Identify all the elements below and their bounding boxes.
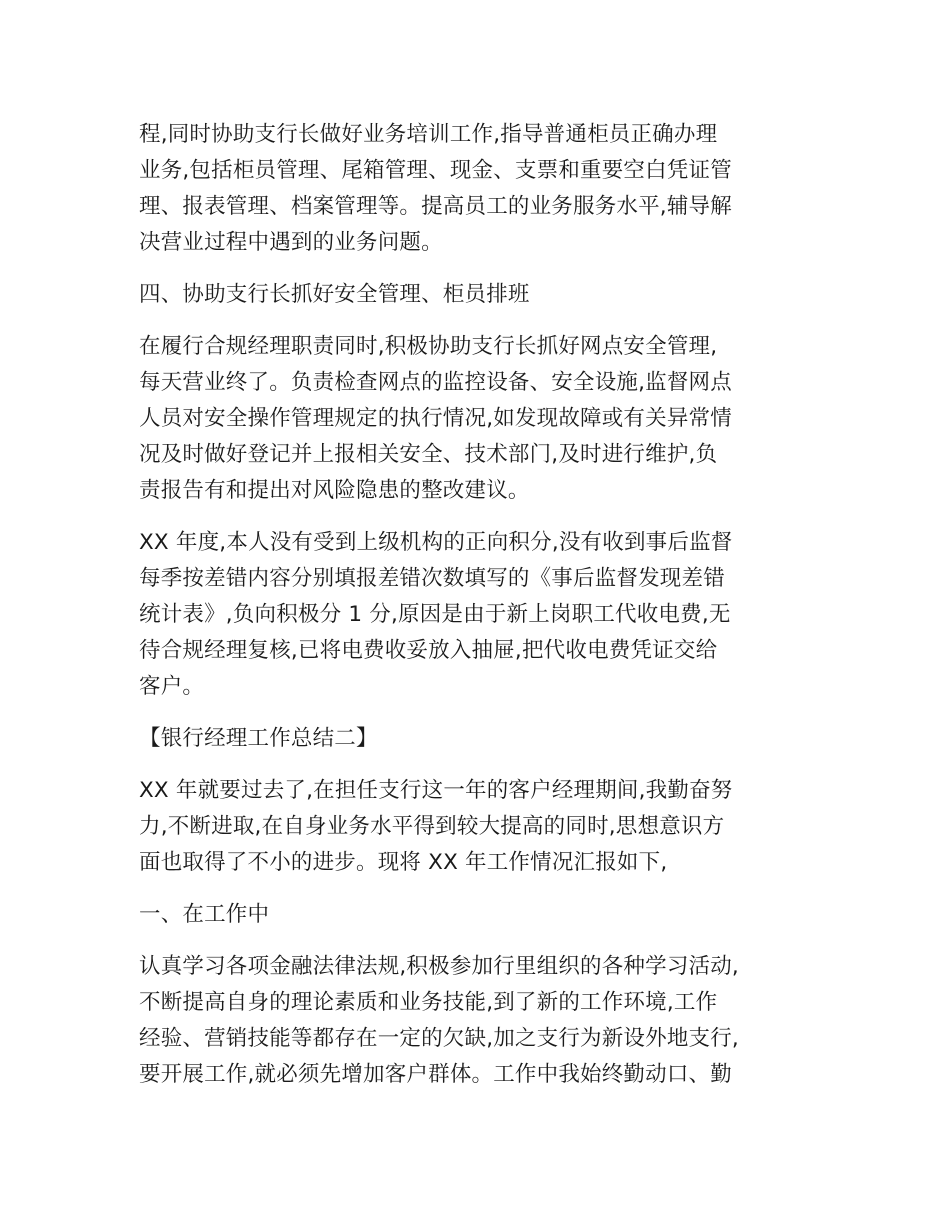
paragraph-p3 — [139, 329, 819, 509]
paragraph-line: 理、报表管理、档案管理等。提高员工的业务服务水平,辅导解 — [139, 194, 732, 219]
paragraph-line: 人员对安全操作管理规定的执行情况,如发现故障或有关异常情 — [139, 406, 732, 431]
paragraph-line: XX 年就要过去了,在担任支行这一年的客户经理期间,我勤奋努 — [139, 778, 733, 803]
paragraph-p2 — [139, 277, 819, 313]
paragraph-line: 一、在工作中 — [139, 902, 270, 927]
paragraph-line: 决营业过程中遇到的业务问题。 — [139, 230, 443, 255]
paragraph-p1 — [139, 117, 819, 261]
paragraph-line: 业务,包括柜员管理、尾箱管理、现金、支票和重要空白凭证管 — [139, 158, 732, 183]
paragraph-p4 — [139, 525, 819, 705]
paragraph-line: 程,同时协助支行长做好业务培训工作,指导普通柜员正确办理 — [139, 122, 718, 147]
paragraph-line: 统计表》,负向积极分 1 分,原因是由于新上岗职工代收电费,无 — [139, 602, 731, 627]
paragraph-line: 认真学习各项金融法律法规,积极参加行里组织的各种学习活动, — [139, 954, 739, 979]
paragraph-line: 每天营业终了。负责检查网点的监控设备、安全设施,监督网点 — [139, 370, 732, 395]
paragraph-line: 【银行经理工作总结二】 — [139, 726, 378, 751]
paragraph-p7 — [139, 897, 819, 933]
paragraph-line: 面也取得了不小的进步。现将 XX 年工作情况汇报如下, — [139, 850, 668, 875]
paragraph-line: XX 年度,本人没有受到上级机构的正向积分,没有收到事后监督 — [139, 530, 733, 555]
paragraph-line: 每季按差错内容分别填报差错次数填写的《事后监督发现差错 — [139, 566, 725, 591]
paragraph-line: 力,不断进取,在自身业务水平得到较大提高的同时,思想意识方 — [139, 814, 725, 839]
paragraph-line: 况及时做好登记并上报相关安全、技术部门,及时进行维护,负 — [139, 442, 718, 467]
paragraph-line: 要开展工作,就必须先增加客户群体。工作中我始终勤动口、勤 — [139, 1062, 732, 1087]
document-body — [139, 117, 819, 1109]
paragraph-p6 — [139, 773, 819, 881]
paragraph-p5 — [139, 721, 819, 757]
paragraph-line: 责报告有和提出对风险隐患的整改建议。 — [139, 478, 530, 503]
paragraph-line: 经验、营销技能等都存在一定的欠缺,加之支行为新设外地支行, — [139, 1026, 739, 1051]
paragraph-line: 客户。 — [139, 674, 205, 699]
paragraph-p8 — [139, 949, 819, 1093]
paragraph-line: 不断提高自身的理论素质和业务技能,到了新的工作环境,工作 — [139, 990, 718, 1015]
paragraph-line: 在履行合规经理职责同时,积极协助支行长抓好网点安全管理, — [139, 334, 718, 359]
paragraph-line: 四、协助支行长抓好安全管理、柜员排班 — [139, 282, 530, 307]
paragraph-line: 待合规经理复核,已将电费收妥放入抽屉,把代收电费凭证交给 — [139, 638, 718, 663]
